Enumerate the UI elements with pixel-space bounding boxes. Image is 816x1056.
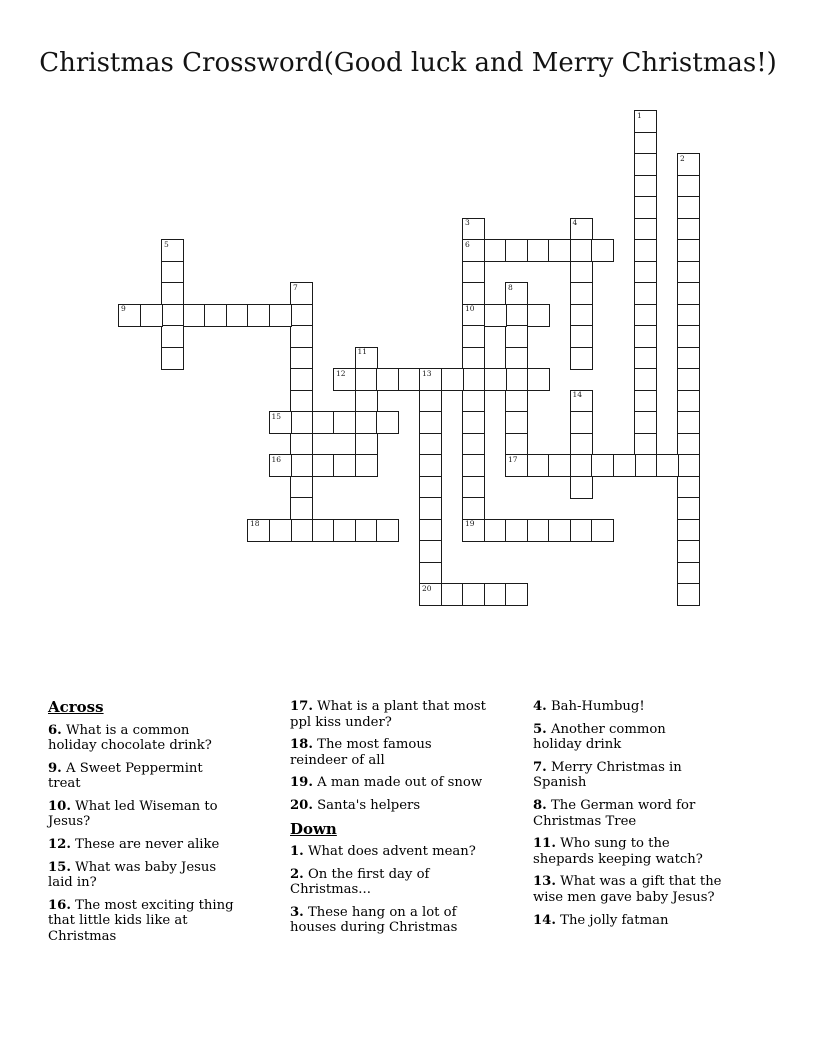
clue-number: 12. <box>48 837 71 853</box>
grid-cell[interactable] <box>161 261 184 284</box>
grid-cell[interactable] <box>290 454 313 477</box>
grid-cell[interactable] <box>677 497 700 520</box>
clue-down-1: 1. What does advent mean? <box>290 844 476 860</box>
grid-cell[interactable] <box>204 304 227 327</box>
clue-across-20: 20. Santa's helpers <box>290 797 421 813</box>
grid-cell[interactable] <box>376 368 399 391</box>
clue-across-10: 10. What led Wiseman to Jesus? <box>48 798 218 830</box>
grid-cell[interactable] <box>527 519 550 542</box>
grid-cell[interactable] <box>570 325 593 348</box>
clue-number: 2. <box>290 866 304 882</box>
grid-cell[interactable] <box>548 239 571 262</box>
grid-cell[interactable] <box>462 583 485 606</box>
grid-cell[interactable] <box>677 390 700 413</box>
grid-cell[interactable] <box>247 519 270 542</box>
clue-across-16: 16. The most exciting thing that little kids like at Christmas <box>48 897 234 945</box>
clue-down-2: 2. On the first day of Christmas... <box>290 866 430 898</box>
cell-number: 18 <box>250 519 260 528</box>
grid-cell[interactable] <box>290 519 313 542</box>
grid-cell[interactable] <box>419 476 442 499</box>
grid-cell[interactable] <box>484 239 507 262</box>
grid-cell[interactable] <box>634 454 657 477</box>
grid-cell[interactable] <box>419 433 442 456</box>
grid-cell[interactable] <box>290 282 313 305</box>
grid-cell[interactable] <box>613 454 636 477</box>
grid-cell[interactable] <box>269 304 292 327</box>
grid-cell[interactable] <box>634 411 657 434</box>
cell-number: 7 <box>293 282 298 292</box>
grid-cell[interactable] <box>634 368 657 391</box>
grid-cell[interactable] <box>677 239 700 262</box>
grid-cell[interactable] <box>634 325 657 348</box>
grid-cell[interactable] <box>634 175 657 198</box>
grid-cell[interactable] <box>419 562 442 585</box>
grid-cell[interactable] <box>677 347 700 370</box>
grid-cell[interactable] <box>355 347 378 370</box>
grid-cell[interactable] <box>677 368 700 391</box>
cell-number: 2 <box>680 153 685 163</box>
grid-cell[interactable] <box>505 411 528 434</box>
grid-cell[interactable] <box>355 411 378 434</box>
grid-cell[interactable] <box>634 261 657 284</box>
page-title: Christmas Crossword(Good luck and Merry Christmas!) <box>39 48 777 78</box>
grid-cell[interactable] <box>333 368 356 391</box>
grid-cell[interactable] <box>505 282 528 305</box>
grid-cell[interactable] <box>419 497 442 520</box>
grid-cell[interactable] <box>269 411 292 434</box>
grid-cell[interactable] <box>570 347 593 370</box>
grid-cell[interactable] <box>290 347 313 370</box>
clue-down-14: 14. The jolly fatman <box>533 912 669 928</box>
grid-cell[interactable] <box>527 368 550 391</box>
grid-cell[interactable] <box>677 218 700 241</box>
grid-cell[interactable] <box>505 454 528 477</box>
grid-cell[interactable] <box>570 218 593 241</box>
grid-cell[interactable] <box>677 261 700 284</box>
grid-cell[interactable] <box>634 304 657 327</box>
grid-cell[interactable] <box>677 196 700 219</box>
grid-cell[interactable] <box>333 454 356 477</box>
grid-cell[interactable] <box>570 261 593 284</box>
grid-cell[interactable] <box>247 304 270 327</box>
grid-cell[interactable] <box>462 218 485 241</box>
grid-cell[interactable] <box>355 390 378 413</box>
grid-cell[interactable] <box>419 390 442 413</box>
grid-cell[interactable] <box>634 433 657 456</box>
grid-cell[interactable] <box>484 304 507 327</box>
grid-cell[interactable] <box>634 196 657 219</box>
grid-cell[interactable] <box>505 368 528 391</box>
grid-cell[interactable] <box>677 562 700 585</box>
clue-number: 10. <box>48 798 71 814</box>
grid-cell[interactable] <box>677 433 700 456</box>
grid-cell[interactable] <box>419 540 442 563</box>
grid-cell[interactable] <box>677 454 700 477</box>
cell-number: 15 <box>271 411 282 421</box>
grid-cell[interactable] <box>333 519 356 542</box>
grid-cell[interactable] <box>677 540 700 563</box>
grid-cell[interactable] <box>398 368 421 391</box>
cell-number: 3 <box>465 218 470 227</box>
grid-cell[interactable] <box>548 519 571 542</box>
grid-cell[interactable] <box>376 519 399 542</box>
clue-number: 16. <box>48 897 71 913</box>
grid-cell[interactable] <box>570 411 593 434</box>
clue-across-12: 12. These are never alike <box>48 837 220 853</box>
across-header: Across <box>48 698 104 716</box>
grid-cell[interactable] <box>570 304 593 327</box>
grid-cell[interactable] <box>462 454 485 477</box>
clue-number: 18. <box>290 737 313 753</box>
down-clues-list-1 <box>290 844 528 936</box>
grid-cell[interactable] <box>505 347 528 370</box>
grid-cell[interactable] <box>634 153 657 176</box>
crossword-grid <box>118 110 702 608</box>
grid-cell[interactable] <box>462 497 485 520</box>
down-clues-list-2 <box>533 699 771 928</box>
grid-cell[interactable] <box>505 433 528 456</box>
grid-cell[interactable] <box>570 239 593 262</box>
grid-cell[interactable] <box>161 282 184 305</box>
grid-cell[interactable] <box>677 583 700 606</box>
grid-cell[interactable] <box>312 454 335 477</box>
grid-cell[interactable] <box>505 583 528 606</box>
clue-across-19: 19. A man made out of snow <box>290 775 483 791</box>
grid-cell[interactable] <box>570 454 593 477</box>
grid-cell[interactable] <box>677 304 700 327</box>
grid-cell[interactable] <box>677 519 700 542</box>
grid-cell[interactable] <box>419 368 442 391</box>
grid-cell[interactable] <box>634 239 657 262</box>
clue-number: 20. <box>290 797 313 813</box>
grid-cell[interactable] <box>462 433 485 456</box>
clue-down-13: 13. What was a gift that the wise men gave baby Jesus? <box>533 874 722 905</box>
grid-cell[interactable] <box>548 454 571 477</box>
grid-cell[interactable] <box>591 519 614 542</box>
grid-cell[interactable] <box>290 304 313 327</box>
clue-number: 6. <box>48 722 62 738</box>
grid-cell[interactable] <box>419 454 442 477</box>
clue-across-18: 18. The most famous reindeer of all <box>290 737 432 768</box>
grid-cell[interactable] <box>355 368 378 391</box>
grid-cell[interactable] <box>355 519 378 542</box>
grid-cell[interactable] <box>462 325 485 348</box>
grid-cell[interactable] <box>527 304 550 327</box>
clue-down-5: 5. Another common holiday drink <box>533 721 666 753</box>
cell-number: 12 <box>336 368 346 378</box>
clue-across-9: 9. A Sweet Peppermint treat <box>48 760 203 792</box>
grid-cell[interactable] <box>570 519 593 542</box>
grid-cell[interactable] <box>677 175 700 198</box>
grid-cell[interactable] <box>312 411 335 434</box>
grid-cell[interactable] <box>118 304 141 327</box>
grid-cell[interactable] <box>161 239 184 262</box>
grid-cell[interactable] <box>527 454 550 477</box>
clue-down-8: 8. The German word for Christmas Tree <box>533 797 696 829</box>
grid-cell[interactable] <box>505 390 528 413</box>
grid-cell[interactable] <box>419 583 442 606</box>
grid-cell[interactable] <box>634 132 657 155</box>
grid-cell[interactable] <box>441 583 464 606</box>
grid-cell[interactable] <box>355 454 378 477</box>
clue-number: 19. <box>290 775 313 791</box>
grid-cell[interactable] <box>591 239 614 262</box>
grid-cell[interactable] <box>677 476 700 499</box>
grid-cell[interactable] <box>634 282 657 305</box>
grid-cell[interactable] <box>161 347 184 370</box>
clue-number: 11. <box>533 836 556 852</box>
grid-cell[interactable] <box>333 411 356 434</box>
grid-cell[interactable] <box>677 325 700 348</box>
grid-cell[interactable] <box>462 261 485 284</box>
grid-cell[interactable] <box>290 411 313 434</box>
clue-number: 1. <box>290 844 304 860</box>
clue-across-6: 6. What is a common holiday chocolate drink? <box>48 722 212 754</box>
cell-number: 8 <box>508 282 513 292</box>
clue-number: 5. <box>533 721 547 737</box>
grid-cell[interactable] <box>462 519 485 542</box>
grid-cell[interactable] <box>634 347 657 370</box>
cell-number: 13 <box>422 368 432 378</box>
grid-cell[interactable] <box>290 476 313 499</box>
grid-cell[interactable] <box>634 218 657 241</box>
cell-number: 11 <box>357 347 368 356</box>
grid-cell[interactable] <box>484 368 507 391</box>
clue-number: 14. <box>533 912 556 928</box>
grid-cell[interactable] <box>462 347 485 370</box>
grid-cell[interactable] <box>376 411 399 434</box>
grid-cell[interactable] <box>269 519 292 542</box>
clue-number: 13. <box>533 874 556 890</box>
grid-cell[interactable] <box>462 282 485 305</box>
clues-column-2 <box>290 699 528 943</box>
grid-cell[interactable] <box>677 282 700 305</box>
across-clues-list-2 <box>290 699 528 814</box>
grid-cell[interactable] <box>183 304 206 327</box>
grid-cell[interactable] <box>462 476 485 499</box>
cell-number: 6 <box>465 239 470 249</box>
cell-number: 10 <box>465 304 475 313</box>
grid-cell[interactable] <box>355 433 378 456</box>
grid-cell[interactable] <box>527 239 550 262</box>
grid-cell[interactable] <box>226 304 249 327</box>
grid-cell[interactable] <box>462 411 485 434</box>
grid-cell[interactable] <box>505 239 528 262</box>
cell-number: 16 <box>271 454 282 464</box>
grid-cell[interactable] <box>591 454 614 477</box>
grid-cell[interactable] <box>312 519 335 542</box>
clue-down-4: 4. Bah-Humbug! <box>533 699 645 714</box>
cell-number: 20 <box>422 583 432 593</box>
cell-number: 5 <box>164 239 169 249</box>
grid-cell[interactable] <box>505 325 528 348</box>
clue-number: 8. <box>533 797 547 813</box>
cell-number: 4 <box>572 218 578 227</box>
clue-down-3: 3. These hang on a lot of houses during Christmas <box>290 904 458 936</box>
grid-cell[interactable] <box>634 390 657 413</box>
down-header: Down <box>290 819 337 838</box>
grid-cell[interactable] <box>570 433 593 456</box>
grid-cell[interactable] <box>462 390 485 413</box>
grid-cell[interactable] <box>634 110 657 133</box>
clues-column-3 <box>533 699 771 935</box>
grid-cell[interactable] <box>441 368 464 391</box>
clue-number: 17. <box>290 699 313 714</box>
grid-cell[interactable] <box>269 454 292 477</box>
grid-cell[interactable] <box>140 304 163 327</box>
grid-cell[interactable] <box>290 368 313 391</box>
grid-cell[interactable] <box>419 519 442 542</box>
grid-cell[interactable] <box>290 433 313 456</box>
grid-cell[interactable] <box>290 390 313 413</box>
grid-cell[interactable] <box>677 411 700 434</box>
grid-cell[interactable] <box>462 239 485 262</box>
cell-number: 19 <box>465 519 475 528</box>
grid-cell[interactable] <box>462 304 485 327</box>
clues-column-1 <box>48 699 286 952</box>
grid-cell[interactable] <box>570 390 593 413</box>
grid-cell[interactable] <box>161 325 184 348</box>
grid-cell[interactable] <box>290 325 313 348</box>
clue-down-11: 11. Who sung to the shepards keeping watch? <box>533 836 703 867</box>
grid-cell[interactable] <box>570 282 593 305</box>
grid-cell[interactable] <box>570 476 593 499</box>
grid-cell[interactable] <box>290 497 313 520</box>
grid-cell[interactable] <box>484 519 507 542</box>
across-clues-list-1 <box>48 723 286 945</box>
grid-cell[interactable] <box>419 411 442 434</box>
clue-number: 3. <box>290 904 304 920</box>
clue-down-7: 7. Merry Christmas in Spanish <box>533 759 682 791</box>
cell-number: 14 <box>572 390 583 399</box>
cell-number: 1 <box>637 110 642 120</box>
grid-cell[interactable] <box>677 153 700 176</box>
cell-number: 17 <box>508 454 518 464</box>
grid-cell[interactable] <box>462 368 485 391</box>
grid-cell[interactable] <box>505 519 528 542</box>
clue-across-15: 15. What was baby Jesus laid in? <box>48 859 217 891</box>
grid-cell[interactable] <box>484 583 507 606</box>
clue-number: 7. <box>533 759 547 775</box>
grid-cell[interactable] <box>161 304 184 327</box>
clue-across-17: 17. What is a plant that most ppl kiss under? <box>290 699 486 730</box>
grid-cell[interactable] <box>656 454 679 477</box>
clue-number: 4. <box>533 699 547 714</box>
grid-cell[interactable] <box>505 304 528 327</box>
clue-number: 15. <box>48 859 71 875</box>
cell-number: 9 <box>121 304 126 313</box>
clue-number: 9. <box>48 760 62 776</box>
